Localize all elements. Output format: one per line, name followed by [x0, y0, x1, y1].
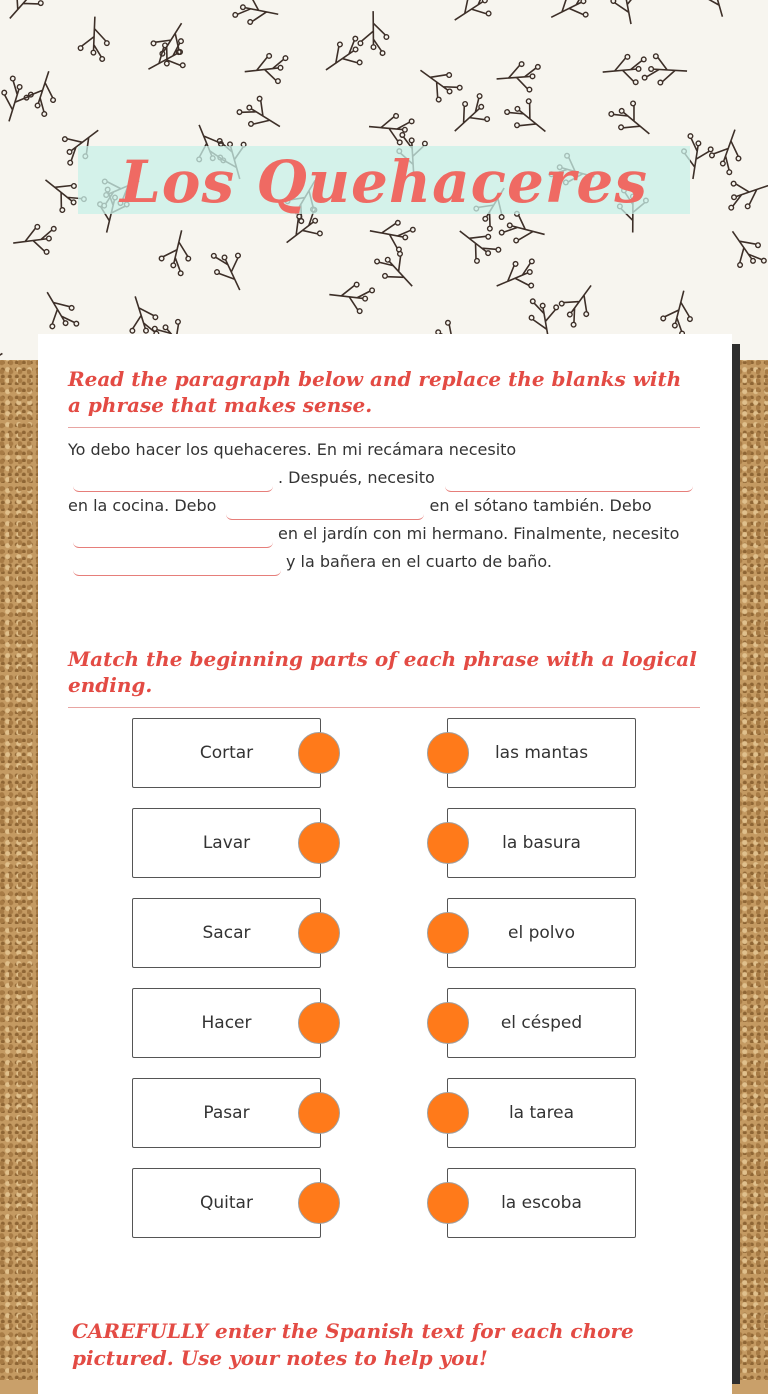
sprig-decoration	[544, 0, 597, 31]
sprig-decoration	[34, 284, 83, 338]
sprig-decoration	[608, 0, 646, 27]
sprig-decoration	[696, 0, 738, 21]
sprig-decoration	[658, 287, 699, 338]
sprig-decoration	[501, 92, 555, 144]
sprig-decoration	[411, 58, 465, 109]
sprig-decoration	[20, 67, 63, 119]
sprig-decoration	[243, 52, 290, 87]
sprig-decoration	[720, 223, 768, 277]
match-right-item[interactable]	[447, 1078, 636, 1148]
match-left-item[interactable]	[132, 808, 321, 878]
sprig-decoration	[446, 0, 500, 33]
sprig-decoration	[358, 11, 389, 56]
sprig-decoration	[207, 243, 254, 296]
sprig-decoration	[367, 216, 416, 254]
sprig-decoration	[0, 340, 10, 360]
para-text-2: . Después, necesito	[278, 468, 435, 487]
match-left-item[interactable]	[132, 898, 321, 968]
match-right-item[interactable]	[447, 898, 636, 968]
sprig-decoration	[0, 75, 37, 126]
para-text-5: en el jardín con mi hermano. Finalmente, necesito	[278, 524, 680, 543]
section3-strong: CAREFULLY	[72, 1319, 209, 1343]
sprig-decoration	[232, 0, 281, 29]
sprig-decoration	[553, 276, 604, 330]
sprig-decoration	[157, 227, 197, 277]
blank-input-4[interactable]	[73, 525, 273, 548]
sprig-decoration	[721, 171, 768, 214]
match-left-label: Quitar	[200, 1193, 253, 1213]
match-connector-right[interactable]	[427, 912, 469, 954]
sprig-decoration	[368, 111, 415, 145]
match-right-label: la tarea	[508, 1103, 575, 1123]
match-connector-left[interactable]	[298, 822, 340, 864]
match-connector-right[interactable]	[427, 732, 469, 774]
floral-header	[0, 0, 768, 360]
match-left-item[interactable]	[132, 1168, 321, 1238]
match-left-item[interactable]	[132, 1078, 321, 1148]
match-right-label: el polvo	[508, 923, 575, 943]
blank-input-2[interactable]	[445, 469, 693, 492]
sprig-decoration	[444, 90, 497, 142]
match-left-item[interactable]	[132, 988, 321, 1058]
sprig-decoration	[642, 53, 688, 86]
match-connector-left[interactable]	[298, 1002, 340, 1044]
sprig-decoration	[234, 90, 288, 139]
sprig-decoration	[601, 53, 648, 87]
section3-instructions	[72, 1318, 712, 1372]
sprig-decoration	[141, 35, 195, 83]
section3-text: enter the Spanish text for each chore pictured. Use your notes to help you!	[72, 1319, 634, 1370]
card-shadow	[732, 344, 740, 1384]
match-right-item[interactable]	[447, 988, 636, 1058]
para-text-1: Yo debo hacer los quehaceres. En mi recámara necesito	[68, 440, 517, 459]
match-right-label: la basura	[502, 833, 581, 853]
match-connector-left[interactable]	[298, 732, 340, 774]
match-left-label: Cortar	[199, 743, 254, 763]
match-connector-left[interactable]	[298, 1182, 340, 1224]
match-right-item[interactable]	[447, 718, 636, 788]
blank-input-3[interactable]	[226, 497, 424, 520]
sprig-decoration	[78, 16, 110, 61]
match-left-label: Pasar	[203, 1103, 250, 1123]
section1-title: Read the paragraph below and replace the blanks with a phrase that makes sense.	[68, 367, 682, 417]
sprig-decoration	[328, 279, 375, 314]
sprig-decoration	[496, 60, 542, 94]
match-connector-right[interactable]	[427, 1002, 469, 1044]
section2-rule	[68, 707, 700, 708]
match-connector-left[interactable]	[298, 912, 340, 954]
blank-input-1[interactable]	[73, 469, 273, 492]
section2-title: Match the beginning parts of each phrase with a logical ending.	[68, 647, 697, 697]
match-right-label: el césped	[500, 1013, 583, 1033]
fill-blank-paragraph	[68, 436, 704, 576]
match-left-label: Lavar	[202, 833, 251, 853]
page-title: Los Quehaceres	[120, 148, 648, 216]
match-connector-right[interactable]	[427, 1182, 469, 1224]
match-connector-left[interactable]	[298, 1092, 340, 1134]
match-connector-right[interactable]	[427, 1092, 469, 1134]
sprig-decoration	[450, 219, 504, 270]
match-left-label: Sacar	[202, 923, 251, 943]
section1-rule	[68, 427, 700, 428]
match-right-item[interactable]	[447, 808, 636, 878]
sprig-decoration	[606, 94, 660, 146]
match-right-label: la escoba	[501, 1193, 582, 1213]
para-text-6: y la bañera en el cuarto de baño.	[286, 552, 552, 571]
sprig-decoration	[0, 0, 51, 29]
sprig-decoration	[11, 222, 59, 258]
blank-input-5[interactable]	[73, 553, 281, 576]
match-connector-right[interactable]	[427, 822, 469, 864]
sprig-decoration	[491, 255, 544, 300]
para-text-4: en el sótano también. Debo	[429, 496, 652, 515]
match-right-label: las mantas	[494, 743, 589, 763]
para-text-3: en la cocina. Debo	[68, 496, 217, 515]
match-left-label: Hacer	[201, 1013, 252, 1033]
match-left-item[interactable]	[132, 718, 321, 788]
match-right-item[interactable]	[447, 1168, 636, 1238]
